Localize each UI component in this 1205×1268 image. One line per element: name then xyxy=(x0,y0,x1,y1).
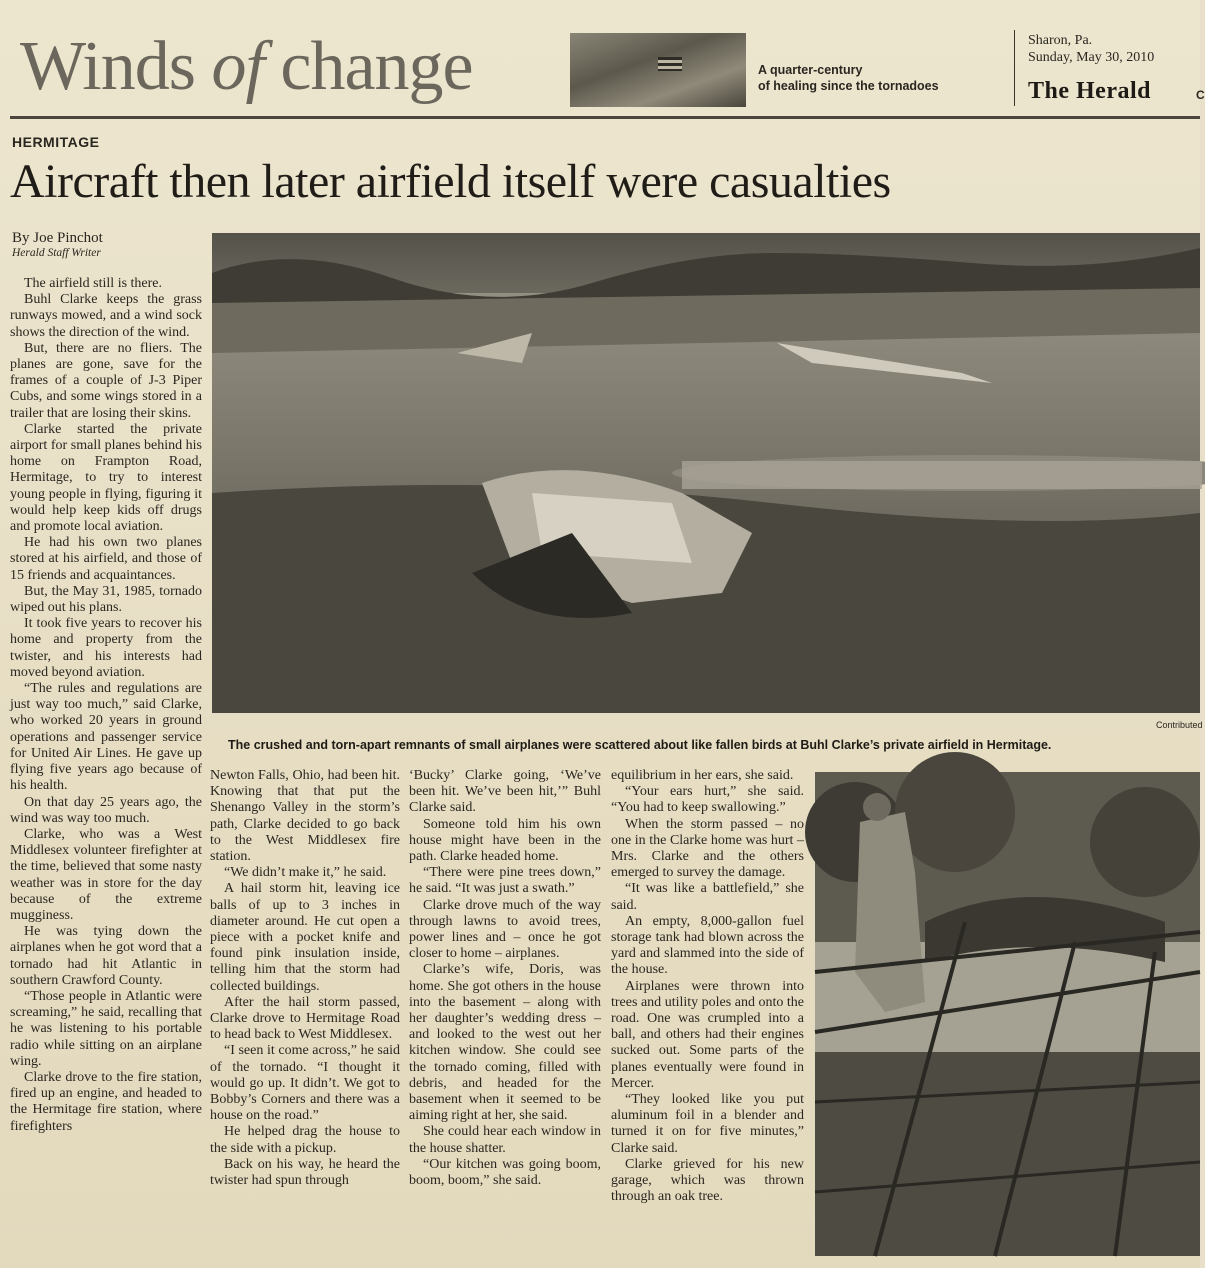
divider xyxy=(10,116,1200,119)
airfield-wreckage-photo xyxy=(212,233,1200,713)
paragraph: An empty, 8,000-gallon fuel storage tank had blown across the yard and slammed into the side of the house. xyxy=(611,913,804,978)
article-column-1 xyxy=(10,276,202,1256)
paragraph: The airfield still is there. xyxy=(24,276,163,291)
main-photo xyxy=(212,233,1200,713)
date: Sunday, May 30, 2010 xyxy=(1028,50,1155,65)
paragraph: Buhl Clarke keeps the grass runways mowed, and a wind sock shows the direction of the wind. xyxy=(10,292,202,340)
flag-icon xyxy=(658,57,682,71)
paragraph: Clarke drove to the fire station, fired up an engine, and headed to the Hermitage fire station, where firefighters xyxy=(10,1069,202,1134)
article-column-3 xyxy=(409,768,601,1256)
section-title-part: Winds xyxy=(20,28,212,105)
paragraph: “There were pine trees down,” he said. “It was just a swath.” xyxy=(409,865,601,897)
secondary-photo xyxy=(815,772,1200,1256)
paragraph: “It was like a battlefield,” she said. xyxy=(611,881,804,913)
paragraph: “Your ears hurt,” she said. “You had to keep swallowing.” xyxy=(611,784,804,816)
section-title-part: of xyxy=(211,28,264,105)
newspaper-name: The Herald xyxy=(1028,78,1151,104)
paragraph: He had his own two planes stored at his airfield, and those of 15 friends and acquaintances. xyxy=(10,535,202,583)
subtitle-line: A quarter-century xyxy=(758,63,863,77)
paragraph: He helped drag the house to the side with a pickup. xyxy=(210,1124,400,1156)
section-title xyxy=(20,28,473,106)
subtitle-line: of healing since the tornadoes xyxy=(758,79,939,93)
article-column-2 xyxy=(210,768,400,1256)
kicker: HERMITAGE xyxy=(12,134,100,150)
divider xyxy=(1014,30,1015,106)
masthead xyxy=(10,28,1205,106)
paragraph: It took five years to recover his home and property from the twister, and his interests had moved beyond aviation. xyxy=(10,616,202,680)
paragraph: “Our kitchen was going boom, boom, boom,” she said. xyxy=(409,1156,601,1189)
paragraph: Someone told him his own house might have been in the path. Clarke headed home. xyxy=(409,816,601,865)
paragraph: On that day 25 years ago, the wind was way too much. xyxy=(10,794,202,826)
byline: By Joe Pinchot xyxy=(12,230,103,246)
paragraph: “They looked like you put aluminum foil in a blender and turned it on for five minutes,” Clarke said. xyxy=(611,1092,804,1156)
paragraph: But, the May 31, 1985, tornado wiped out his plans. xyxy=(10,583,202,616)
paragraph: After the hail storm passed, Clarke drove to Hermitage Road to head back to West Middlesex. xyxy=(210,994,400,1043)
photo-caption: The crushed and torn-apart remnants of small airplanes were scattered about like fallen birds at Buhl Clarke’s private airfield in Hermitage. xyxy=(228,738,1052,752)
paragraph: When the storm passed – no one in the Clarke home was hurt – Mrs. Clarke and the others emerged to survey the damage. xyxy=(611,816,804,881)
paragraph: He was tying down the airplanes when he got word that a tornado had hit Atlantic in southern Crawford County. xyxy=(10,924,202,988)
masthead-photo xyxy=(570,33,746,107)
photo-credit: Contributed xyxy=(1156,720,1203,730)
paragraph: Clarke started the private airport for small planes behind his home on Frampton Road, Hermitage, to try to interest young people in flying, figuring it would help keep kids off drugs and promote local aviation. xyxy=(10,421,202,535)
paragraph: Clarke’s wife, Doris, was home. She got others in the house into the basement – along with her daughter’s wedding dress – and looked to the west out her kitchen window. She could see the tornado coming, filled with debris, and headed for the basement when it seemed to be aiming right at her, she said. xyxy=(409,962,601,1124)
paragraph: Clarke grieved for his new garage, which was thrown through an oak tree. xyxy=(611,1156,804,1205)
paragraph: ‘Bucky’ Clarke going, ‘We’ve been hit. We’ve been hit,’” Buhl Clarke said. xyxy=(409,768,601,816)
paragraph: “Those people in Atlantic were screaming,” he said, recalling that he was listening to his portable radio while sitting on an airplane wing. xyxy=(10,988,202,1069)
article-column-4 xyxy=(611,768,804,1256)
byline-role: Herald Staff Writer xyxy=(12,247,101,259)
page-number: C xyxy=(1196,88,1205,102)
paragraph: Airplanes were thrown into trees and utility poles and onto the road. One was crumpled into a ball, and others had their engines sucked out. Some parts of the planes eventually were found in Mercer. xyxy=(611,978,804,1091)
paragraph: She could hear each window in the house shatter. xyxy=(409,1124,601,1156)
paragraph: Clarke, who was a West Middlesex volunteer firefighter at the time, believed that some nasty weather was in store for the day because of the extreme mugginess. xyxy=(10,826,202,923)
paragraph: A hail storm hit, leaving ice balls of up to 3 inches in diameter around. He cut open a piece with a pocket knife and found pink insulation inside, telling him that the storm had collected buildings. xyxy=(210,881,400,994)
paragraph: Back on his way, he heard the twister had spun through xyxy=(210,1156,400,1189)
section-title-part: change xyxy=(263,28,473,105)
paragraph: equilibrium in her ears, she said. xyxy=(611,768,794,783)
section-subtitle xyxy=(758,62,939,94)
paragraph: “I seen it come across,” he said of the tornado. “I thought it would go up. It didn’t. We got to Bobby’s Corners and there was a house on the road.” xyxy=(210,1043,400,1124)
paragraph: “The rules and regulations are just way too much,” said Clarke, who worked 20 years in ground operations and passenger service for United Air Lines. He gave up flying five years ago because of his health. xyxy=(10,681,202,794)
place: Sharon, Pa. xyxy=(1028,33,1093,48)
dateline xyxy=(1028,32,1154,66)
paragraph: Clarke drove much of the way through lawns to avoid trees, power lines and – once he got closer to home – airplanes. xyxy=(409,897,601,962)
paragraph: Newton Falls, Ohio, had been hit. Knowing that that put the Shenango Valley in the storm’s path, Clarke decided to go back to the West Middlesex fire station. xyxy=(210,768,400,865)
headline: Aircraft then later airfield itself were casualties xyxy=(10,155,891,208)
man-with-plane-frame-photo xyxy=(815,772,1200,1256)
paragraph: “We didn’t make it,” he said. xyxy=(224,865,387,881)
paragraph: But, there are no fliers. The planes are gone, save for the frames of a couple of J-3 Piper Cubs, and some wings stored in a trailer that are losing their skins. xyxy=(10,340,202,421)
